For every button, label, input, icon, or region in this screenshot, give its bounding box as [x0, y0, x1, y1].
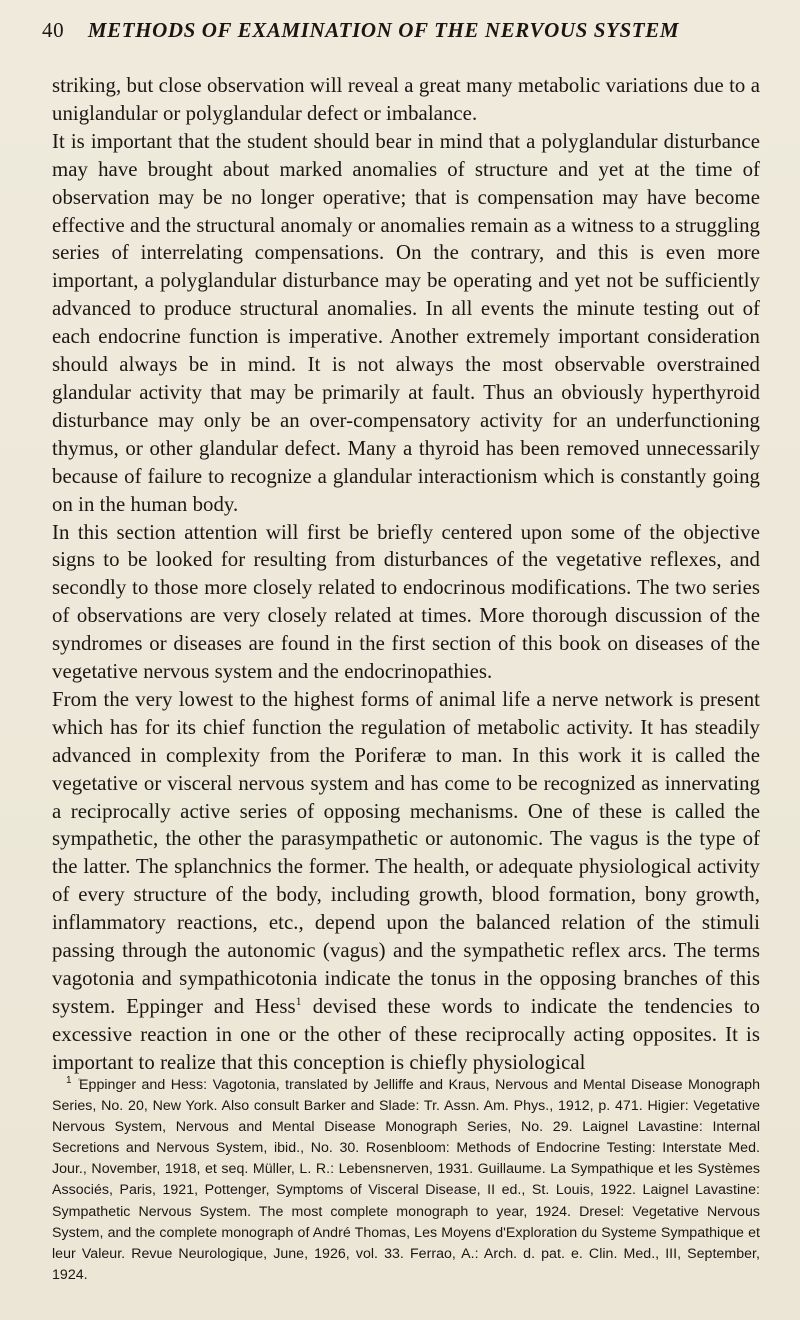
paragraph-4-end: devised these words to indicate the tendencies to excessive reaction in one or the other of these reciprocally acting opposites. It is important to realize that this conception is chiefly physiological [52, 994, 760, 1074]
page-number: 40 [42, 18, 65, 42]
body-text [52, 72, 760, 1077]
footnote-reference: 1 [295, 993, 302, 1008]
running-head [42, 18, 762, 54]
footnote-text: Eppinger and Hess: Vagotonia, translated by Jelliffe and Kraus, Nervous and Mental Disease Monograph Series, No. 20, New York. Also consult Barker and Slade: Tr. Assn. Am. Phys., 1912, p. 471. Higier: Vegetative Nervous System, Nervous and Mental Disease Monograph Series, No. 29. Laignel Lavastine: Internal Secretions and Nervous System, ibid., No. 30. Rosenbloom: Methods of Endocrine Testing: Interstate Med. Jour., November, 1918, et seq. Müller, L. R.: Lebensnerven, 1931. Guillaume. La Sympathique et les Systèmes Associés, Paris, 1921, Pottenger, Symptoms of Visceral Disease, II ed., St. Louis, 1922. Laignel Lavastine: Sympathetic Nervous System. The most complete monograph to year, 1924. Dresel: Vegetative Nervous System, and the complete monograph of André Thomas, Les Moyens d'Exploration du Systeme Sympathique et leur Valeur. Revue Neurologique, June, 1926, vol. 33. Ferrao, A.: Arch. d. pat. e. Clin. Med., III, September, 1924. [52, 1077, 760, 1283]
paper-speck [78, 1078, 81, 1081]
footnote [52, 1075, 760, 1286]
paragraph-2: It is important that the student should bear in mind that a polyglandular disturbance may have brought about marked anomalies of structure and yet at the time of observation may be no longer operative; that is compensation may have become effective and the structural anomaly or anomalies remain as a witness to a struggling series of interrelating compensations. On the contrary, and this is even more important, a polyglandular disturbance may be operating and yet not be sufficiently advanced to produce structural anomalies. In all events the minute testing out of each endocrine function is imperative. Another extremely important consideration should always be in mind. It is not always the most observable overstrained glandular activity that may be primarily at fault. Thus an obviously hyperthyroid disturbance may only be an over-compensatory activity for an underfunctioning thymus, or other glandular defect. Many a thyroid has been removed unnecessarily because of failure to recognize a glandular interactionism which is constantly going on in the human body. [52, 129, 760, 516]
paragraph-1: striking, but close observation will reveal a great many metabolic variations due to a uniglandular or polyglandular defect or imbalance. [52, 74, 760, 125]
paragraph-3: In this section attention will first be briefly centered upon some of the objective signs to be looked for resulting from disturbances of the vegetative reflexes, and secondly to those more closely related to endocrinous modifications. The two series of observations are very closely related at times. More thorough discussion of the syndromes or diseases are found in the first section of this book on diseases of the vegetative nervous system and the endocrinopathies. [52, 520, 760, 684]
paper-speck [637, 474, 639, 476]
page-heading: METHODS OF EXAMINATION OF THE NERVOUS SYSTEM [87, 18, 680, 42]
paragraph-4-start: From the very lowest to the highest forms of animal life a nerve network is present which has for its chief function the regulation of metabolic activity. It has steadily advanced in complexity from the Poriferæ to man. In this work it is called the vegetative or visceral nervous system and has come to be recognized as innervating a reciprocally active series of opposing mechanisms. One of these is called the sympathetic, the other the parasympathetic or autonomic. The vagus is the type of the latter. The splanchnics the former. The health, or adequate physiological activity of every structure of the body, including growth, blood formation, bony growth, inflammatory reactions, etc., depend upon the balanced relation of the stimuli passing through the autonomic (vagus) and the sympathetic reflex arcs. The terms vagotonia and sympathicotonia indicate the tonus in the opposing branches of this system. Eppinger and Hess [52, 687, 760, 1018]
paragraph-4 [52, 686, 760, 1077]
footnote-number: 1 [66, 1075, 72, 1087]
